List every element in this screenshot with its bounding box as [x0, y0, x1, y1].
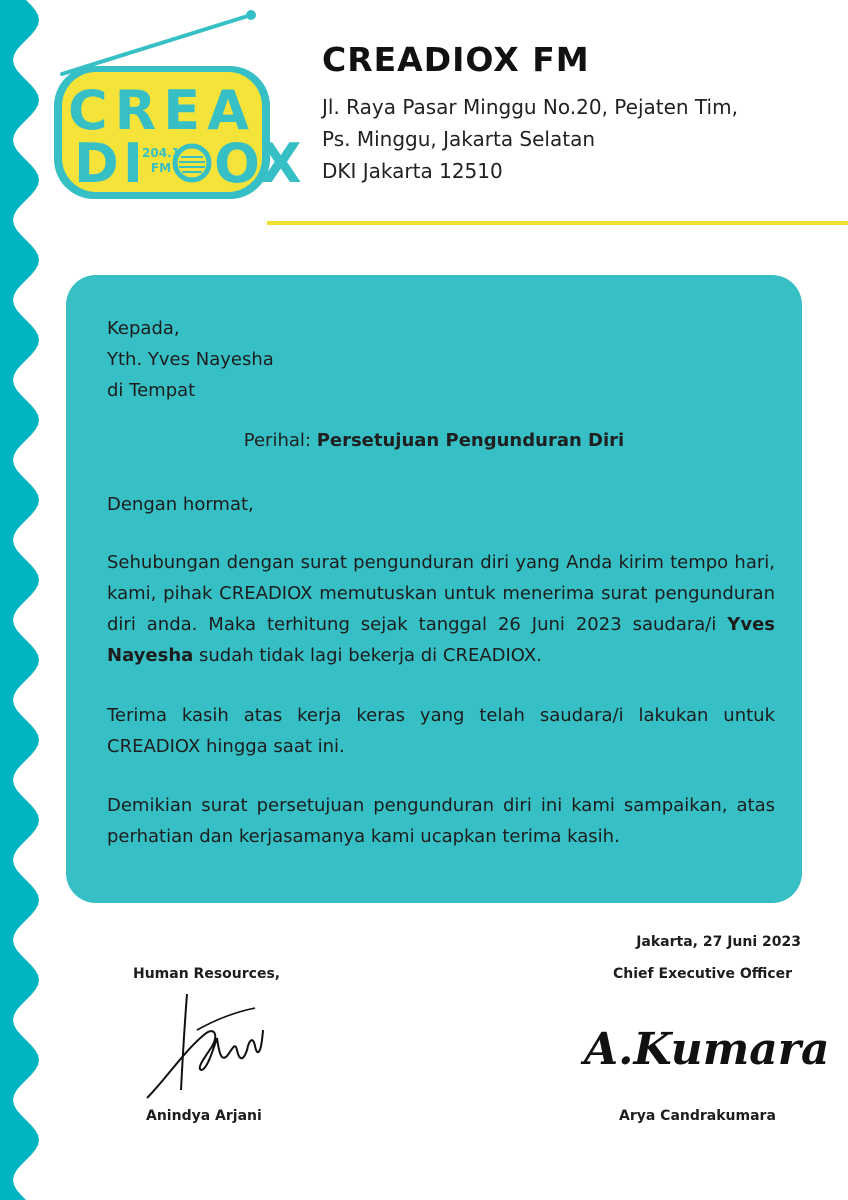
logo-line2-left: DI [74, 132, 147, 195]
signatory-role-hr: Human Resources, [133, 966, 281, 982]
recipient-block [107, 313, 274, 406]
hr-signature [145, 990, 270, 1100]
recipient-line: Kepada, [107, 318, 180, 339]
address-line: Jl. Raya Pasar Minggu No.20, Pejaten Tim, [322, 95, 738, 119]
company-name: CREADIOX FM [322, 40, 590, 79]
signatory-name-ceo: Arya Candrakumara [619, 1108, 776, 1124]
paragraph1-start: Sehubungan dengan surat pengunduran diri yang Anda kirim tempo hari, kami, pihak CREADIOX memutuskan untuk menerima surat pengunduran diri anda. Maka terhitung sejak tanggal 26 Juni 2023 saudara/i [107, 552, 775, 635]
recipient-line: Yth. Yves Nayesha [107, 349, 274, 370]
address-line: Ps. Minggu, Jakarta Selatan [322, 127, 596, 151]
company-address [322, 91, 822, 187]
logo-line1: CREA [68, 79, 256, 142]
subject-label: Perihal: [243, 430, 317, 451]
recipient-line: di Tempat [107, 380, 196, 401]
subject-line [66, 426, 802, 456]
signatory-name-hr: Anindya Arjani [146, 1108, 262, 1124]
logo-frequency: 204.1 [142, 146, 180, 160]
subject-value: Persetujuan Pengunduran Diri [316, 430, 625, 451]
header-divider [267, 221, 848, 225]
paragraph-closing: Demikian surat persetujuan pengunduran diri ini kami sampaikan, atas perhatian dan kerjasamanya kami ucapkan terima kasih. [107, 795, 775, 847]
letter-body-card [66, 275, 802, 903]
ceo-signature [580, 1012, 830, 1075]
employee-name: Yves Nayesha [107, 614, 775, 666]
paragraph1-end: sudah tidak lagi bekerja di CREADIOX. [193, 645, 542, 666]
letter-date: Jakarta, 27 Juni 2023 [636, 934, 801, 950]
signatory-role-ceo: Chief Executive Officer [613, 966, 793, 982]
paragraph-decision [107, 547, 775, 671]
ceo-signature-text: A.Kumara [584, 1024, 830, 1075]
address-line: DKI Jakarta 12510 [322, 159, 503, 183]
logo-band: FM [150, 161, 172, 175]
greeting: Dengan hormat, [107, 494, 254, 515]
paragraph-thanks: Terima kasih atas kerja keras yang telah saudara/i lakukan untuk CREADIOX hingga saat ini. [107, 705, 775, 757]
creadiox-logo [48, 8, 304, 204]
logo-line2-right: OX [214, 132, 304, 195]
